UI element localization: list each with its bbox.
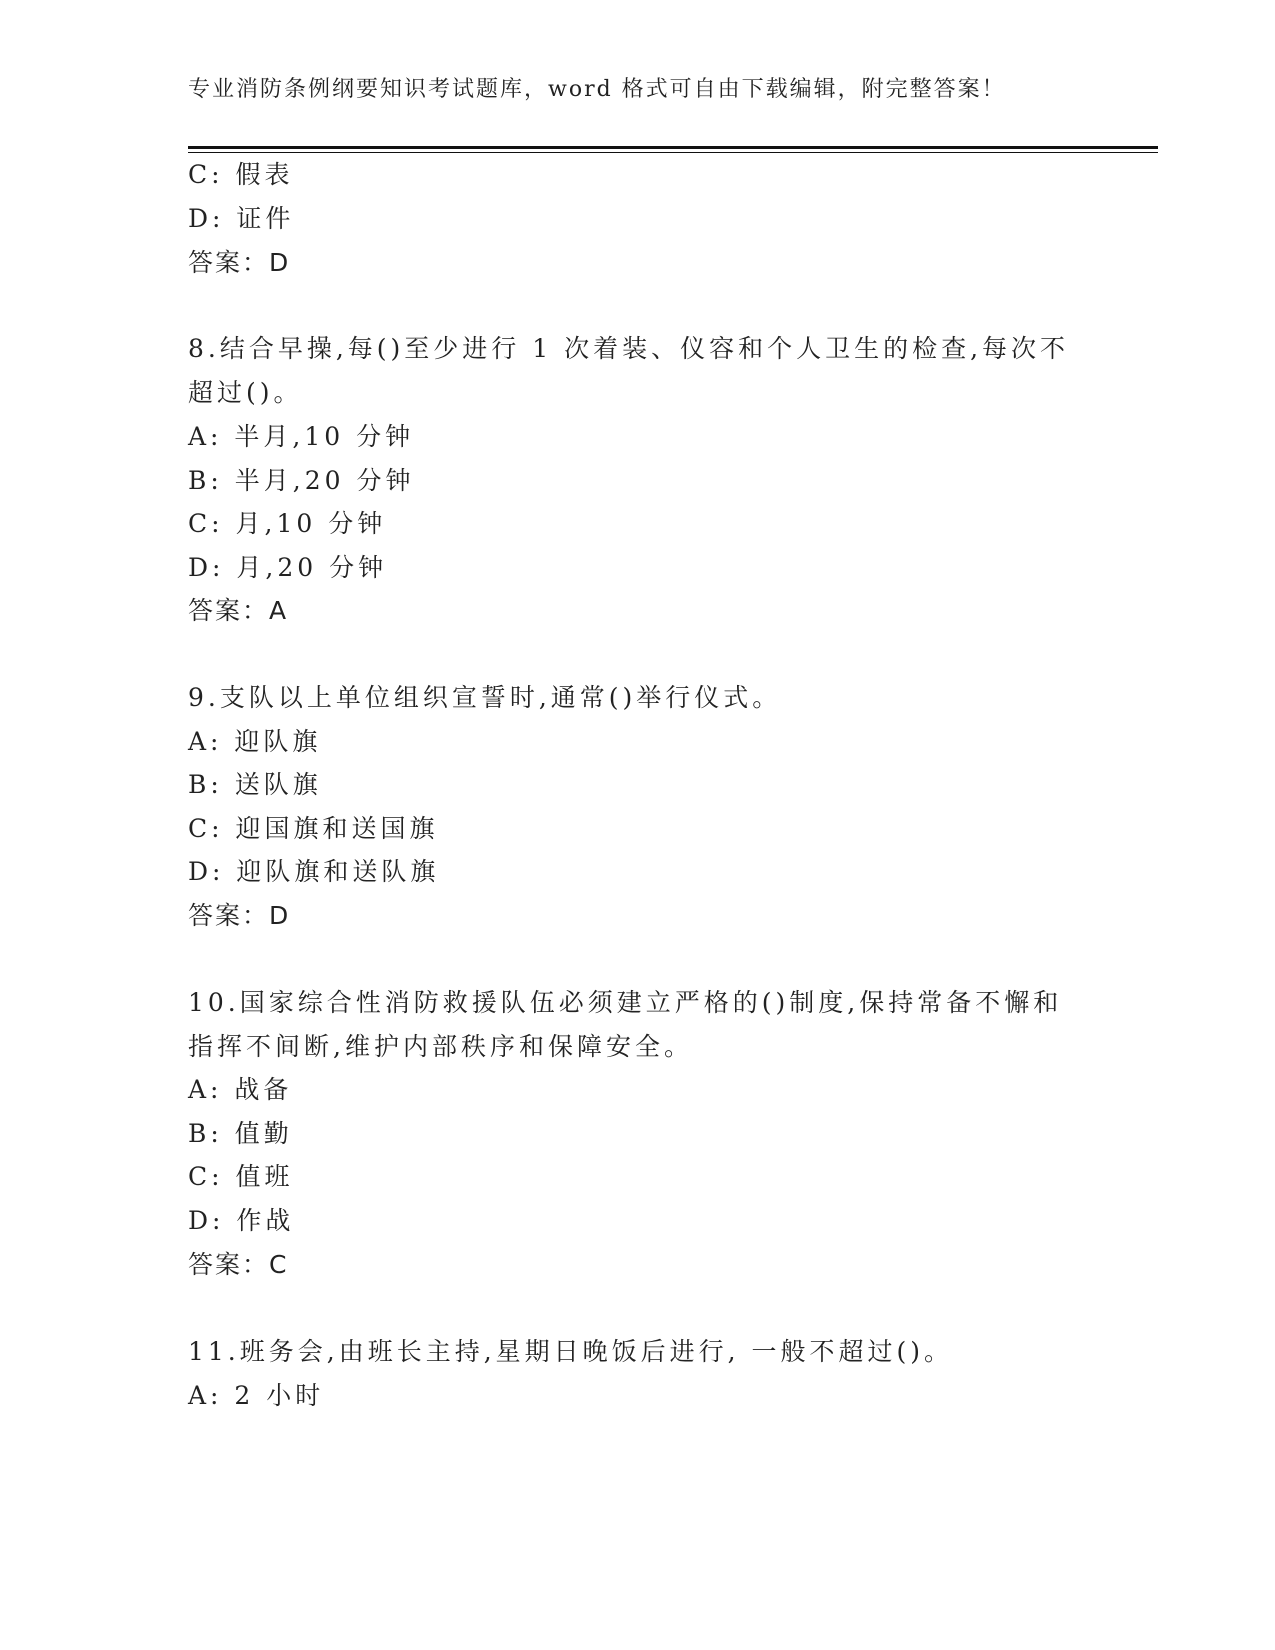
option-c-line: C: 迎国旗和送国旗: [188, 814, 439, 843]
page-header: 专业消防条例纲要知识考试题库，word 格式可自由下载编辑，附完整答案！: [188, 77, 1006, 102]
option-b-line: B: 半月,20 分钟: [188, 466, 415, 495]
answer-line: 答案：D: [188, 248, 291, 277]
answer-line: 答案：A: [188, 596, 289, 625]
option-d-line: D: 作战: [188, 1206, 295, 1235]
option-b-line: B: 送队旗: [188, 770, 322, 799]
option-d-line: D: 迎队旗和送队旗: [188, 857, 440, 886]
header-rule-thick: [188, 146, 1158, 149]
question-10-line-1: 10.国家综合性消防救援队伍必须建立严格的()制度,保持常备不懈和: [188, 988, 1063, 1017]
option-b-line: B: 值勤: [188, 1119, 293, 1148]
question-9-line-1: 9.支队以上单位组织宣誓时,通常()举行仪式。: [188, 683, 782, 712]
option-a-line: A: 战备: [188, 1075, 293, 1104]
option-a-line: A: 2 小时: [188, 1381, 325, 1410]
question-10-line-2: 指挥不间断,维护内部秩序和保障安全。: [188, 1032, 693, 1061]
option-c-line: C: 假表: [188, 160, 294, 189]
option-c-line: C: 值班: [188, 1162, 294, 1191]
question-11-line-1: 11.班务会,由班长主持,星期日晚饭后进行, 一般不超过()。: [188, 1337, 954, 1366]
answer-line: 答案：C: [188, 1250, 289, 1279]
answer-line: 答案：D: [188, 901, 291, 930]
question-8-line-2: 超过()。: [188, 378, 303, 407]
option-d-line: D: 月,20 分钟: [188, 553, 388, 582]
option-a-line: A: 半月,10 分钟: [188, 422, 415, 451]
option-c-line: C: 月,10 分钟: [188, 509, 387, 538]
header-rule-thin: [188, 152, 1158, 153]
option-a-line: A: 迎队旗: [188, 727, 322, 756]
question-8-line-1: 8.结合早操,每()至少进行 1 次着装、仪容和个人卫生的检查,每次不: [188, 334, 1070, 363]
option-d-line: D: 证件: [188, 204, 295, 233]
